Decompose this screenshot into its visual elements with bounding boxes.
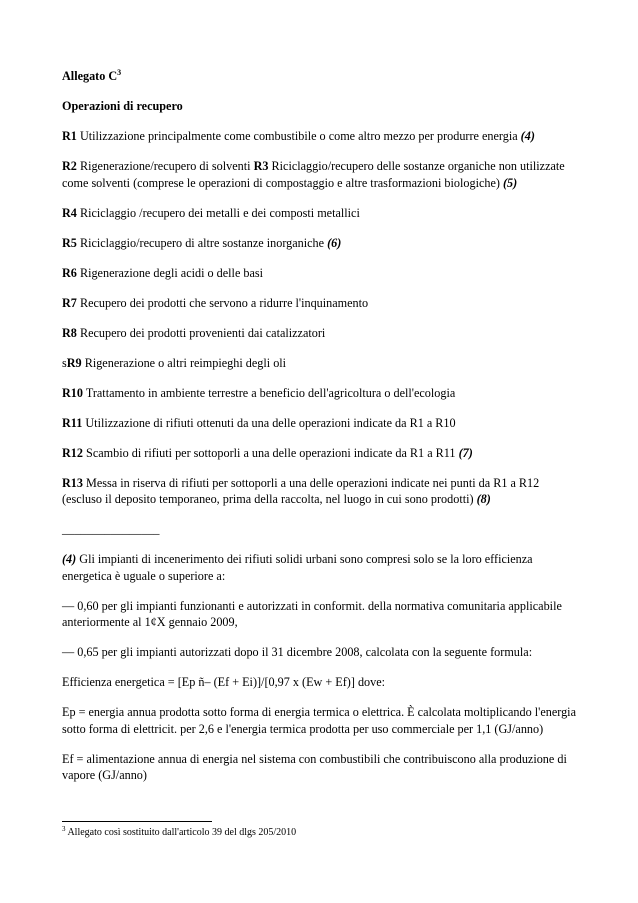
op-code: R8 (62, 325, 77, 340)
op-text: Recupero dei prodotti provenienti dai catalizzatori (76, 325, 326, 340)
op-code: R3 (253, 159, 269, 173)
ef-definition: Ef = alimentazione annua di energia nel sistema con combustibili che contribuiscono alla produzione di vapore (GJ/anno) (62, 751, 567, 782)
op-text: Riciclaggio/recupero delle sostanze organiche non utilizzate come solventi (comprese le operazioni di compostaggio e altre trasformazioni biologiche) (62, 159, 565, 190)
op-text: Riciclaggio /recupero dei metalli e dei composti metallici (76, 205, 360, 220)
op-r13 (62, 475, 582, 508)
op-r11 (62, 415, 582, 432)
op-text: Rigenerazione o altri reimpieghi degli oli (81, 355, 287, 370)
op-r10 (62, 385, 582, 402)
efficiency-formula: Efficienza energetica = [Ep ñ– (Ef + Ei)]/[0,97 x (Ew + Ef)] dove: (62, 675, 386, 689)
document-page (62, 68, 582, 797)
note-4-item-1: — 0,60 per gli impianti funzionanti e autorizzati in conformit. della normativa comunitaria applicabile anteriormente al 1¢X gennaio 2009, (62, 598, 562, 629)
op-r12 (62, 445, 582, 462)
op-text: Riciclaggio/recupero di altre sostanze inorganiche (76, 235, 328, 250)
op-r4 (62, 205, 582, 222)
note-ref: (5) (502, 175, 518, 190)
note-4 (62, 551, 582, 584)
op-r2-r3 (62, 158, 582, 191)
op-text: Utilizzazione principalmente come combustibile o come altro mezzo per produrre energia (76, 129, 521, 143)
op-code: R9 (66, 355, 82, 370)
op-text: Rigenerazione/recupero di solventi (76, 159, 254, 173)
footnote-divider (62, 821, 212, 822)
note-4-item-2: — 0,65 per gli impianti autorizzati dopo il 31 dicembre 2008, calcolata con la seguente formula: (62, 645, 533, 659)
note-ref: (6) (327, 235, 342, 250)
op-r8 (62, 325, 582, 342)
footnote-marker: 3 (62, 825, 66, 833)
note-marker: (4) (62, 552, 77, 566)
op-code: R5 (62, 235, 77, 250)
note-ref: (8) (476, 492, 491, 506)
op-r1 (62, 128, 582, 145)
op-prefix: s (62, 355, 67, 370)
op-code: R7 (62, 295, 77, 310)
note-ref: (7) (458, 445, 473, 460)
section-title: Operazioni di recupero (62, 99, 183, 113)
op-r9 (62, 355, 582, 372)
op-code: R13 (62, 475, 83, 490)
annex-title (62, 68, 582, 85)
op-r6 (62, 265, 582, 282)
op-code: R2 (62, 159, 77, 173)
op-r5 (62, 235, 582, 252)
op-text: Utilizzazione di rifiuti ottenuti da una delle operazioni indicate da R1 a R10 (82, 415, 456, 430)
footnote-text: Allegato così sostituito dall'articolo 39 del dlgs 205/2010 (65, 827, 297, 838)
op-code: R10 (62, 385, 83, 400)
footnote-ref-3[interactable]: 3 (117, 68, 122, 77)
op-text: Scambio di rifiuti per sottoporli a una delle operazioni indicate da R1 a R11 (83, 445, 459, 460)
op-code: R11 (62, 415, 83, 430)
op-text: Rigenerazione degli acidi o delle basi (76, 265, 264, 280)
note-text: Gli impianti di incenerimento dei rifiuti solidi urbani sono compresi solo se la loro efficienza energetica è uguale o superiore a: (62, 552, 533, 583)
note-ref: (4) (520, 129, 535, 143)
footnote-3 (62, 826, 296, 839)
annex-title-text: Allegato C (62, 69, 118, 83)
op-text: Recupero dei prodotti che servono a ridurre l'inquinamento (76, 295, 369, 310)
op-code: R6 (62, 265, 77, 280)
notes-separator: ________________ (62, 522, 160, 536)
op-code: R12 (62, 445, 83, 460)
op-code: R4 (62, 205, 77, 220)
op-code: R1 (62, 129, 77, 143)
ep-definition: Ep = energia annua prodotta sotto forma di energia termica o elettrica. È calcolata moltiplicando l'energia sotto forma di elettricit. per 2,6 e l'energia termica prodotta per uso commerciale per 1,1 (GJ/anno) (62, 705, 576, 736)
op-text: Messa in riserva di rifiuti per sottoporli a una delle operazioni indicate nei punti da R1 a R12 (escluso il deposito temporaneo, prima della raccolta, nel luogo in cui sono prodotti) (62, 475, 540, 506)
op-r7 (62, 295, 582, 312)
op-text: Trattamento in ambiente terrestre a beneficio dell'agricoltura o dell'ecologia (83, 385, 456, 400)
